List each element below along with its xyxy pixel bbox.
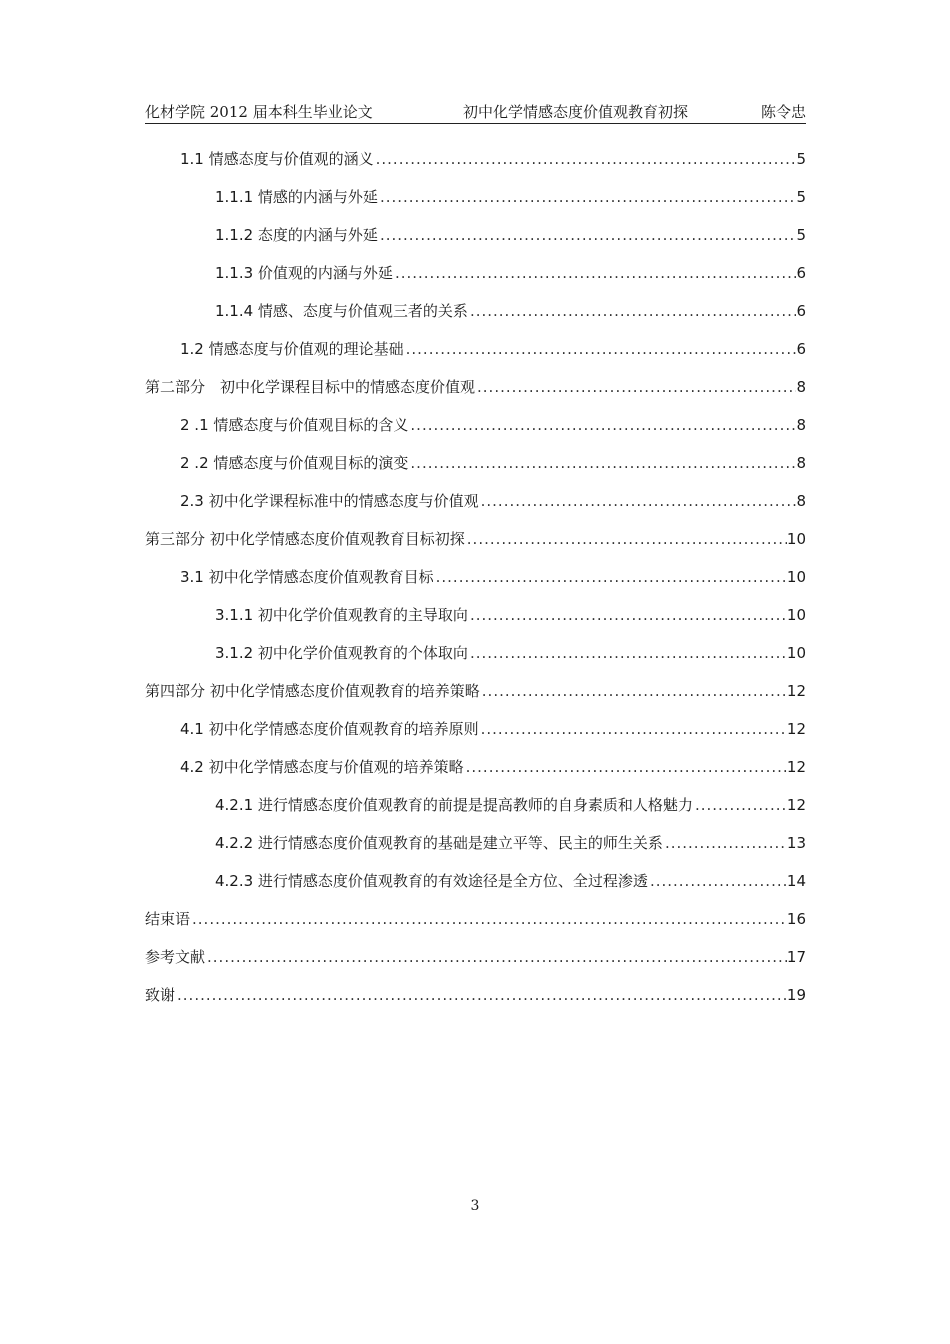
toc-entry-page: 10 bbox=[786, 530, 806, 548]
toc-entry[interactable] bbox=[145, 672, 806, 710]
toc-entry[interactable] bbox=[145, 558, 806, 596]
toc-dot-leader bbox=[480, 672, 787, 710]
toc-entry-title: 1.1.3 价值观的内涵与外延 bbox=[215, 264, 393, 282]
toc-entry-title: 3.1 初中化学情感态度价值观教育目标 bbox=[180, 568, 434, 586]
toc-entry-title: 第二部分 初中化学课程目标中的情感态度价值观 bbox=[145, 378, 476, 396]
toc-entry-page: 6 bbox=[796, 302, 806, 320]
table-of-contents bbox=[145, 140, 806, 1014]
toc-dot-leader bbox=[479, 710, 787, 748]
header-center-title: 初中化学情感态度价值观教育初探 bbox=[463, 103, 689, 121]
toc-entry-page: 5 bbox=[796, 188, 806, 206]
toc-dot-leader bbox=[648, 862, 787, 900]
toc-entry-title: 4.2.2 进行情感态度价值观教育的基础是建立平等、民主的师生关系 bbox=[215, 834, 663, 852]
toc-dot-leader bbox=[374, 140, 797, 178]
toc-dot-leader bbox=[378, 178, 797, 216]
toc-dot-leader bbox=[663, 824, 787, 862]
header-left-text: 化材学院 2012 届本科生毕业论文 bbox=[145, 103, 373, 121]
toc-dot-leader bbox=[479, 482, 797, 520]
toc-entry-page: 12 bbox=[786, 720, 806, 738]
toc-dot-leader bbox=[205, 938, 787, 976]
toc-entry[interactable] bbox=[145, 216, 806, 254]
toc-dot-leader bbox=[468, 596, 787, 634]
toc-entry-page: 8 bbox=[796, 378, 806, 396]
toc-entry-page: 12 bbox=[786, 682, 806, 700]
toc-dot-leader bbox=[464, 748, 787, 786]
toc-entry-page: 10 bbox=[786, 606, 806, 624]
toc-entry[interactable] bbox=[145, 976, 806, 1014]
toc-entry[interactable] bbox=[145, 444, 806, 482]
toc-entry-title: 2 .1 情感态度与价值观目标的含义 bbox=[180, 416, 409, 434]
toc-entry[interactable] bbox=[145, 900, 806, 938]
toc-entry[interactable] bbox=[145, 748, 806, 786]
toc-entry[interactable] bbox=[145, 292, 806, 330]
toc-entry[interactable] bbox=[145, 520, 806, 558]
toc-dot-leader bbox=[475, 368, 796, 406]
toc-entry[interactable] bbox=[145, 140, 806, 178]
toc-entry[interactable] bbox=[145, 254, 806, 292]
toc-dot-leader bbox=[468, 634, 787, 672]
toc-entry-title: 2.3 初中化学课程标准中的情感态度与价值观 bbox=[180, 492, 479, 510]
toc-entry[interactable] bbox=[145, 330, 806, 368]
header-author: 陈令忠 bbox=[760, 103, 806, 121]
page-header bbox=[145, 101, 806, 124]
toc-dot-leader bbox=[393, 254, 797, 292]
toc-entry-title: 第三部分 初中化学情感态度价值观教育目标初探 bbox=[145, 530, 465, 548]
toc-entry-page: 5 bbox=[796, 226, 806, 244]
toc-entry-page: 14 bbox=[786, 872, 806, 890]
toc-entry-page: 8 bbox=[796, 416, 806, 434]
toc-entry-title: 1.1.1 情感的内涵与外延 bbox=[215, 188, 378, 206]
toc-dot-leader bbox=[175, 976, 787, 1014]
toc-entry-title: 3.1.1 初中化学价值观教育的主导取向 bbox=[215, 606, 468, 624]
toc-entry-page: 12 bbox=[786, 758, 806, 776]
toc-entry-title: 3.1.2 初中化学价值观教育的个体取向 bbox=[215, 644, 468, 662]
page-number: 3 bbox=[470, 1198, 480, 1214]
toc-entry[interactable] bbox=[145, 368, 806, 406]
toc-entry-title: 4.1 初中化学情感态度价值观教育的培养原则 bbox=[180, 720, 479, 738]
toc-entry[interactable] bbox=[145, 862, 806, 900]
toc-entry-page: 13 bbox=[786, 834, 806, 852]
toc-entry-title: 4.2.3 进行情感态度价值观教育的有效途径是全方位、全过程渗透 bbox=[215, 872, 648, 890]
toc-entry-page: 12 bbox=[786, 796, 806, 814]
toc-dot-leader bbox=[378, 216, 797, 254]
toc-dot-leader bbox=[190, 900, 787, 938]
toc-entry-page: 16 bbox=[786, 910, 806, 928]
toc-entry[interactable] bbox=[145, 938, 806, 976]
toc-entry[interactable] bbox=[145, 178, 806, 216]
toc-entry-page: 8 bbox=[796, 492, 806, 510]
toc-entry[interactable] bbox=[145, 634, 806, 672]
toc-dot-leader bbox=[408, 444, 796, 482]
toc-entry-page: 10 bbox=[786, 644, 806, 662]
toc-entry-title: 1.1.4 情感、态度与价值观三者的关系 bbox=[215, 302, 468, 320]
toc-dot-leader bbox=[434, 558, 787, 596]
toc-entry-title: 1.1.2 态度的内涵与外延 bbox=[215, 226, 378, 244]
toc-dot-leader bbox=[465, 520, 787, 558]
toc-entry-title: 4.2.1 进行情感态度价值观教育的前提是提高教师的自身素质和人格魅力 bbox=[215, 796, 693, 814]
toc-dot-leader bbox=[408, 406, 796, 444]
toc-entry-page: 10 bbox=[786, 568, 806, 586]
toc-entry-title: 1.2 情感态度与价值观的理论基础 bbox=[180, 340, 404, 358]
toc-dot-leader bbox=[404, 330, 797, 368]
toc-entry-page: 6 bbox=[796, 340, 806, 358]
toc-entry[interactable] bbox=[145, 482, 806, 520]
toc-entry[interactable] bbox=[145, 824, 806, 862]
toc-entry[interactable] bbox=[145, 406, 806, 444]
toc-dot-leader bbox=[468, 292, 797, 330]
toc-entry[interactable] bbox=[145, 596, 806, 634]
toc-entry-title: 4.2 初中化学情感态度与价值观的培养策略 bbox=[180, 758, 464, 776]
toc-entry-title: 参考文献 bbox=[145, 948, 206, 966]
toc-entry-page: 19 bbox=[786, 986, 806, 1004]
toc-entry-title: 结束语 bbox=[145, 910, 191, 928]
toc-entry[interactable] bbox=[145, 786, 806, 824]
toc-entry[interactable] bbox=[145, 710, 806, 748]
toc-entry-page: 17 bbox=[786, 948, 806, 966]
toc-entry-page: 5 bbox=[796, 150, 806, 168]
toc-entry-page: 6 bbox=[796, 264, 806, 282]
toc-entry-title: 2 .2 情感态度与价值观目标的演变 bbox=[180, 454, 409, 472]
toc-entry-page: 8 bbox=[796, 454, 806, 472]
toc-entry-title: 1.1 情感态度与价值观的涵义 bbox=[180, 150, 374, 168]
toc-dot-leader bbox=[693, 786, 787, 824]
toc-entry-title: 致谢 bbox=[145, 986, 176, 1004]
toc-entry-title: 第四部分 初中化学情感态度价值观教育的培养策略 bbox=[145, 682, 480, 700]
